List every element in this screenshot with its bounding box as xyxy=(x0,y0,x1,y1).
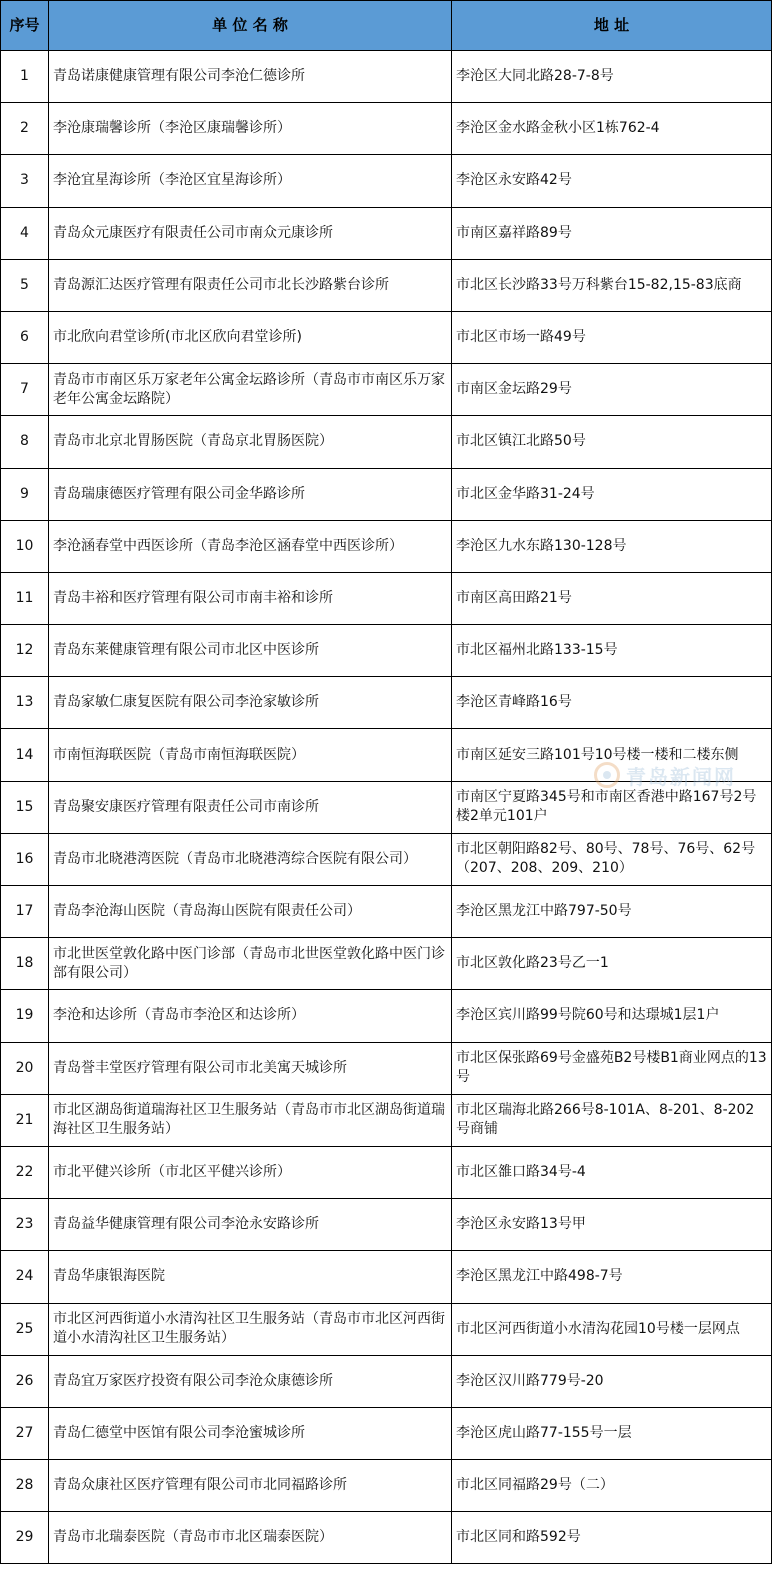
table-row xyxy=(1,364,772,416)
address-cell: 市北区保张路69号金盛苑B2号楼B1商业网点的13号 xyxy=(452,1042,772,1094)
unit-name-cell: 市北区河西街道小水清沟社区卫生服务站（青岛市市北区河西街道小水清沟社区卫生服务站） xyxy=(49,1303,452,1355)
row-number: 16 xyxy=(1,833,49,885)
row-number: 8 xyxy=(1,416,49,468)
row-number: 13 xyxy=(1,677,49,729)
address-cell: 市南区高田路21号 xyxy=(452,572,772,624)
unit-name-cell: 青岛仁德堂中医馆有限公司李沧蜜城诊所 xyxy=(49,1407,452,1459)
table-row xyxy=(1,416,772,468)
table-row xyxy=(1,833,772,885)
row-number: 3 xyxy=(1,155,49,207)
address-cell: 李沧区永安路13号甲 xyxy=(452,1199,772,1251)
row-number: 28 xyxy=(1,1460,49,1512)
row-number: 23 xyxy=(1,1199,49,1251)
address-cell: 李沧区青峰路16号 xyxy=(452,677,772,729)
address-cell: 李沧区汉川路779号-20 xyxy=(452,1355,772,1407)
address-cell: 市北区河西街道小水清沟花园10号楼一层网点 xyxy=(452,1303,772,1355)
table-row xyxy=(1,1355,772,1407)
address-cell: 市北区同福路29号（二） xyxy=(452,1460,772,1512)
table-row xyxy=(1,51,772,103)
table-row xyxy=(1,1407,772,1459)
row-number: 25 xyxy=(1,1303,49,1355)
watermark-text: 青岛新闻网 xyxy=(626,764,736,789)
address-cell: 李沧区宾川路99号院60号和达璟城1层1户 xyxy=(452,990,772,1042)
unit-name-cell: 青岛市北瑞泰医院（青岛市市北区瑞泰医院） xyxy=(49,1512,452,1564)
address-cell: 市北区瑞海北路266号8-101A、8-201、8-202号商铺 xyxy=(452,1094,772,1146)
address-cell: 市北区福州北路133-15号 xyxy=(452,625,772,677)
row-number: 20 xyxy=(1,1042,49,1094)
row-number: 7 xyxy=(1,364,49,416)
row-number: 1 xyxy=(1,51,49,103)
row-number: 22 xyxy=(1,1146,49,1198)
address-cell: 李沧区九水东路130-128号 xyxy=(452,520,772,572)
table-row xyxy=(1,520,772,572)
row-number: 24 xyxy=(1,1251,49,1303)
unit-name-cell: 市北世医堂敦化路中医门诊部（青岛市北世医堂敦化路中医门诊部有限公司） xyxy=(49,938,452,990)
address-cell: 市北区雒口路34号-4 xyxy=(452,1146,772,1198)
table-row xyxy=(1,1199,772,1251)
address-cell: 李沧区金水路金秋小区1栋762-4 xyxy=(452,103,772,155)
row-number: 17 xyxy=(1,886,49,938)
row-number: 18 xyxy=(1,938,49,990)
table-row xyxy=(1,259,772,311)
table-row xyxy=(1,1146,772,1198)
unit-name-cell: 市北欣向君堂诊所(市北区欣向君堂诊所) xyxy=(49,311,452,363)
row-number: 10 xyxy=(1,520,49,572)
unit-name-cell: 青岛瑞康德医疗管理有限公司金华路诊所 xyxy=(49,468,452,520)
unit-name-cell: 青岛李沧海山医院（青岛海山医院有限责任公司） xyxy=(49,886,452,938)
unit-name-cell: 青岛誉丰堂医疗管理有限公司市北美寓天城诊所 xyxy=(49,1042,452,1094)
row-number: 21 xyxy=(1,1094,49,1146)
address-cell: 市南区金坛路29号 xyxy=(452,364,772,416)
table-header-row xyxy=(1,1,772,51)
unit-name-cell: 市北区湖岛街道瑞海社区卫生服务站（青岛市市北区湖岛街道瑞海社区卫生服务站） xyxy=(49,1094,452,1146)
address-cell: 市北区市场一路49号 xyxy=(452,311,772,363)
row-number: 27 xyxy=(1,1407,49,1459)
row-number: 14 xyxy=(1,729,49,781)
header-address: 地 址 xyxy=(452,1,772,51)
table-row xyxy=(1,1460,772,1512)
row-number: 2 xyxy=(1,103,49,155)
unit-name-cell: 青岛宜万家医疗投资有限公司李沧众康德诊所 xyxy=(49,1355,452,1407)
address-cell: 李沧区永安路42号 xyxy=(452,155,772,207)
address-cell: 李沧区黑龙江中路498-7号 xyxy=(452,1251,772,1303)
address-cell: 市南区嘉祥路89号 xyxy=(452,207,772,259)
address-cell: 市南区宁夏路345号和市南区香港中路167号2号楼2单元101户 xyxy=(452,781,772,833)
table-row xyxy=(1,886,772,938)
address-cell: 市北区同和路592号 xyxy=(452,1512,772,1564)
table-row xyxy=(1,677,772,729)
address-cell: 李沧区大同北路28-7-8号 xyxy=(452,51,772,103)
unit-name-cell: 青岛诺康健康管理有限公司李沧仁德诊所 xyxy=(49,51,452,103)
unit-name-cell: 李沧和达诊所（青岛市李沧区和达诊所） xyxy=(49,990,452,1042)
unit-name-cell: 青岛华康银海医院 xyxy=(49,1251,452,1303)
row-number: 9 xyxy=(1,468,49,520)
table-row xyxy=(1,1303,772,1355)
unit-name-cell: 青岛众元康医疗有限责任公司市南众元康诊所 xyxy=(49,207,452,259)
address-cell: 李沧区虎山路77-155号一层 xyxy=(452,1407,772,1459)
table-row xyxy=(1,572,772,624)
row-number: 11 xyxy=(1,572,49,624)
table-row xyxy=(1,990,772,1042)
table-row xyxy=(1,1512,772,1564)
address-cell: 李沧区黑龙江中路797-50号 xyxy=(452,886,772,938)
table-row xyxy=(1,155,772,207)
table-row xyxy=(1,729,772,781)
unit-name-cell: 青岛市北晓港湾医院（青岛市北晓港湾综合医院有限公司） xyxy=(49,833,452,885)
unit-name-cell: 青岛源汇达医疗管理有限责任公司市北长沙路紫台诊所 xyxy=(49,259,452,311)
row-number: 4 xyxy=(1,207,49,259)
address-cell: 市北区镇江北路50号 xyxy=(452,416,772,468)
address-cell: 市北区长沙路33号万科紫台15-82,15-83底商 xyxy=(452,259,772,311)
table-row xyxy=(1,311,772,363)
row-number: 6 xyxy=(1,311,49,363)
unit-name-cell: 李沧宜星海诊所（李沧区宜星海诊所） xyxy=(49,155,452,207)
unit-name-cell: 青岛东莱健康管理有限公司市北区中医诊所 xyxy=(49,625,452,677)
table-row xyxy=(1,625,772,677)
header-unit-name: 单 位 名 称 xyxy=(49,1,452,51)
unit-name-cell: 市北平健兴诊所（市北区平健兴诊所） xyxy=(49,1146,452,1198)
unit-name-cell: 青岛市市南区乐万家老年公寓金坛路诊所（青岛市市南区乐万家老年公寓金坛路院） xyxy=(49,364,452,416)
row-number: 15 xyxy=(1,781,49,833)
row-number: 12 xyxy=(1,625,49,677)
row-number: 26 xyxy=(1,1355,49,1407)
table-row xyxy=(1,1042,772,1094)
row-number: 19 xyxy=(1,990,49,1042)
unit-name-cell: 青岛家敏仁康复医院有限公司李沧家敏诊所 xyxy=(49,677,452,729)
unit-name-cell: 青岛聚安康医疗管理有限责任公司市南诊所 xyxy=(49,781,452,833)
address-cell: 市南区延安三路101号10号楼一楼和二楼东侧 xyxy=(452,729,772,781)
row-number: 29 xyxy=(1,1512,49,1564)
unit-name-cell: 李沧涵春堂中西医诊所（青岛李沧区涵春堂中西医诊所） xyxy=(49,520,452,572)
row-number: 5 xyxy=(1,259,49,311)
header-number: 序号 xyxy=(1,1,49,51)
table-row xyxy=(1,1251,772,1303)
address-cell: 市北区朝阳路82号、80号、78号、76号、62号（207、208、209、210） xyxy=(452,833,772,885)
table-row xyxy=(1,938,772,990)
unit-name-cell: 青岛市北京北胃肠医院（青岛京北胃肠医院） xyxy=(49,416,452,468)
table-row xyxy=(1,781,772,833)
unit-name-cell: 青岛丰裕和医疗管理有限公司市南丰裕和诊所 xyxy=(49,572,452,624)
table-row xyxy=(1,103,772,155)
unit-name-cell: 青岛益华健康管理有限公司李沧永安路诊所 xyxy=(49,1199,452,1251)
address-cell: 市北区敦化路23号乙一1 xyxy=(452,938,772,990)
table-row xyxy=(1,207,772,259)
table-row xyxy=(1,468,772,520)
unit-name-cell: 市南恒海联医院（青岛市南恒海联医院） xyxy=(49,729,452,781)
unit-name-cell: 青岛众康社区医疗管理有限公司市北同福路诊所 xyxy=(49,1460,452,1512)
address-cell: 市北区金华路31-24号 xyxy=(452,468,772,520)
unit-name-cell: 李沧康瑞馨诊所（李沧区康瑞馨诊所） xyxy=(49,103,452,155)
table-row xyxy=(1,1094,772,1146)
